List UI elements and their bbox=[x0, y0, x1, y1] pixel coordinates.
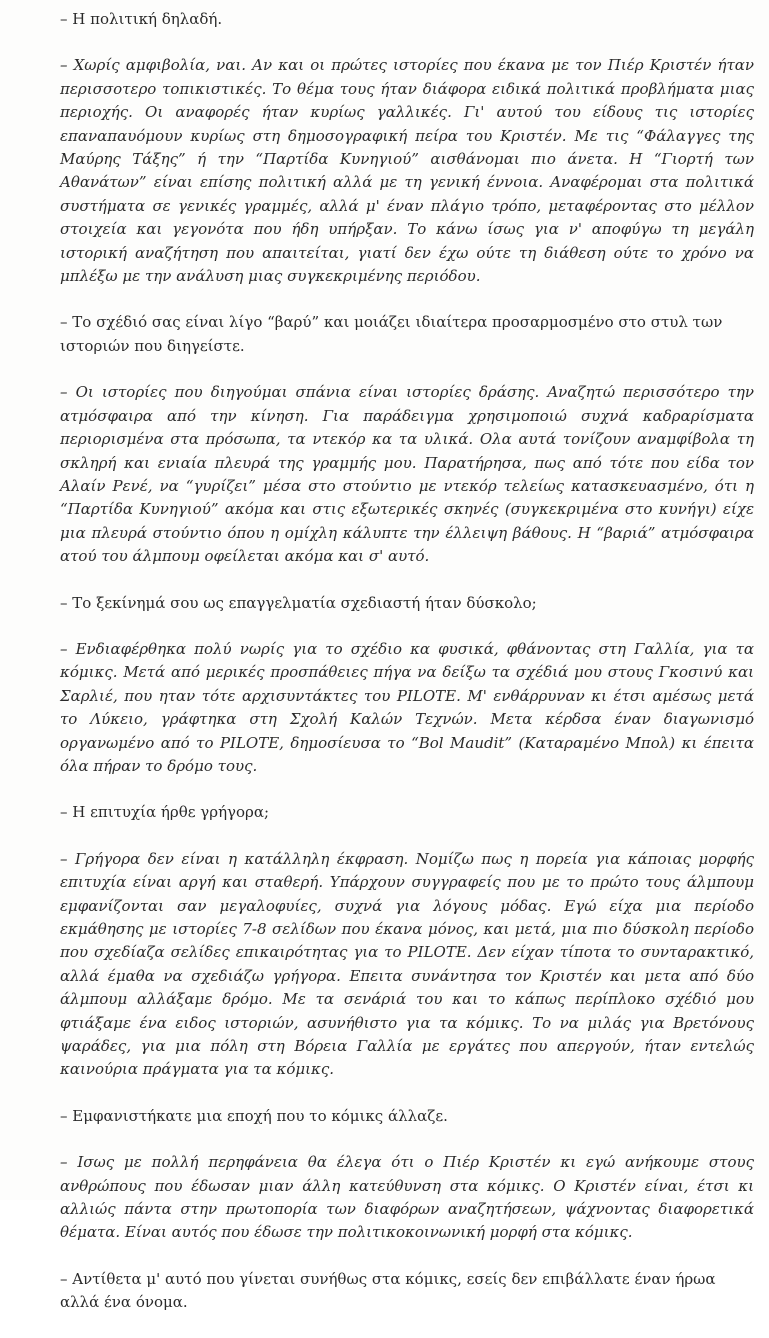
answer-paragraph: – Γρήγορα δεν είναι η κατάλληλη έκφραση. Νομίζω πως η πορεία για κάποιας μορφής επιτυχία είναι αργή και σταθερή. Υπάρχουν συγγραφείς που με το πρώτο τους άλμπουμ εμφανίζονται σαν μεγαλοφυίες, συχνά για λόγους μόδας. Εγώ είχα μια περίοδο εκμάθησης με ιστορίες 7-8 σελίδων που έκανα μόνος, και μετά, μια πιο δύσκολη περίοδο που σχεδίαζα σελίδες επικαιρότητας για το PILOTE. Δεν είχαν τίποτα το συνταρακτικό, αλλά έμαθα να σχεδιάζω γρήγορα. Επειτα συνάντησα τον Κριστέν και μετα από δύο άλμπουμ αλλάξαμε δρόμο. Με τα σενάριά του και το κάπως περίπλοκο σχέδιό μου φτιάξαμε ένα ειδος ιστοριών, ασυνήθιστο για τα κόμικς. Το να μιλάς για Βρετόνους ψαράδες, για μια πόλη στη Βόρεια Γαλλία με εργάτες που απεργούν, ήταν εντελώς καινούρια πράγματα για τα κόμικς. bbox=[60, 849, 754, 1079]
question-paragraph: – Εμφανιστήκατε μια εποχή που το κόμικς άλλαζε. bbox=[60, 1106, 448, 1125]
answer-paragraph: – Ισως με πολλή περηφάνεια θα έλεγα ότι ο Πιέρ Κριστέν κι εγώ ανήκουμε στους ανθρώπους που έδωσαν μιαν άλλη κατεύθυνση στα κόμικς. Ο Κριστέν είναι, έτσι κι αλλιώς πάντα στην πρωτοπορία των διαφόρων αναζητήσεων, ψάχνοντας διαφορετικά θέματα. Είναι αυτός που έδωσε την πολιτικοκοινωνική μορφή στα κόμικς. bbox=[60, 1153, 754, 1242]
question-paragraph: – Το ξεκίνημά σου ως επαγγελματία σχεδιαστή ήταν δύσκολο; bbox=[60, 593, 537, 612]
answer-paragraph: – Ενδιαφέρθηκα πολύ νωρίς για το σχέδιο κα φυσικά, φθάνοντας στη Γαλλία, για τα κόμικς. Μετά από μερικές προσπάθειες πήγα να δείξω τα σχέδιά μου στους Γκοσινύ και Σαρλιέ, που ηταν τότε αρχισυντάκτες του PILOTE. Μ' ενθάρρυναν κι έτσι αμέσως μετά το Λύκειο, γράφτηκα στη Σχολή Καλών Τεχνών. Μετα κέρδσα έναν διαγωνισμό οργανωμένο από το PILOTE, δημοσίευσα το “Bol Maudit” (Καταραμένο Μπολ) κι έπειτα όλα πήραν το δρόμο τους. bbox=[60, 639, 754, 775]
answer-paragraph: – Οι ιστορίες που διηγούμαι σπάνια είναι ιστορίες δράσης. Αναζητώ περισσότερο την ατμόσφαιρα από την κίνηση. Για παράδειγμα χρησιμοποιώ συχνά καδραρίσματα περιορισμένα στα πρόσωπα, τα ντεκόρ κα τα υλικά. Ολα αυτά τονίζουν αναμφίβολα τη σκληρή και ενιαία πλευρά της γραμμής μου. Παρατήρησα, πως από τότε που είδα τον Αλαίν Ρενέ, να “γυρίζει” μέσα στο στούντιο με ντεκόρ τελείως κατασκευασμένο, ότι η “Παρτίδα Κυνηγιού” ακόμα και στις εξωτερικές σκηνές (συγκεκριμένα στο κυνήγι) είχε μια πλευρά στούντιο όπου η ομίχλη κάλυπτε την έλλειψη βάθους. Η “βαριά” ατμόσφαιρα ατού του άλμπουμ οφείλεται ακόμα και σ' αυτό. bbox=[60, 383, 754, 566]
question-paragraph: – Αντίθετα μ' αυτό που γίνεται συνήθως στα κόμικς, εσείς δεν επιβάλλατε έναν ήρωα αλλά ένα όνομα. bbox=[60, 1269, 716, 1312]
answer-paragraph: – Χωρίς αμφιβολία, ναι. Αν και οι πρώτες ιστορίες που έκανα με τον Πιέρ Κριστέν ήταν περισσοτερο τοπικιστικές. Το θέμα τους ήταν διάφορα ειδικά πολιτικά προβλήματα μιας περιοχής. Οι αναφορές ήταν κυρίως γαλλικές. Γι' αυτού του είδους τις ιστορίες επαναπαυόμουν κυρίως στη δημοσογραφική πείρα του Κριστέν. Με τις “Φάλαγγες της Μαύρης Τάξης” ή την “Παρτίδα Κυνηγιού” αισθάνομαι πιο άνετα. Η “Γιορτή των Αθανάτων” είναι επίσης πολιτική αλλά με τη γενική έννοια. Αναφέρομαι στα πολιτικά συστήματα σε γενικές γραμμές, αλλά μ' έναν πλάγιο τρόπο, μεταφέροντας στο μέλλον στοιχεία και γεγονότα που ήδη υπήρξαν. Το κάνω ίσως για ν' αποφύγω τη μεγάλη ιστορική αναζήτηση που απαιτείται, γιατί δεν έχω ούτε τη διάθεση ούτε το χρόνο να μπλέξω με την ανάλυση μιας συγκεκριμένης περιόδου. bbox=[60, 56, 754, 286]
question-paragraph: – Η πολιτική δηλαδή. bbox=[60, 10, 223, 28]
question-paragraph: – Το σχέδιό σας είναι λίγο “βαρύ” και μοιάζει ιδιαίτερα προσαρμοσμένο στο στυλ των ιστοριών που διηγείστε. bbox=[60, 313, 723, 355]
question-paragraph: – Η επιτυχία ήρθε γρήγορα; bbox=[60, 803, 270, 822]
interview-text bbox=[60, 8, 754, 1338]
